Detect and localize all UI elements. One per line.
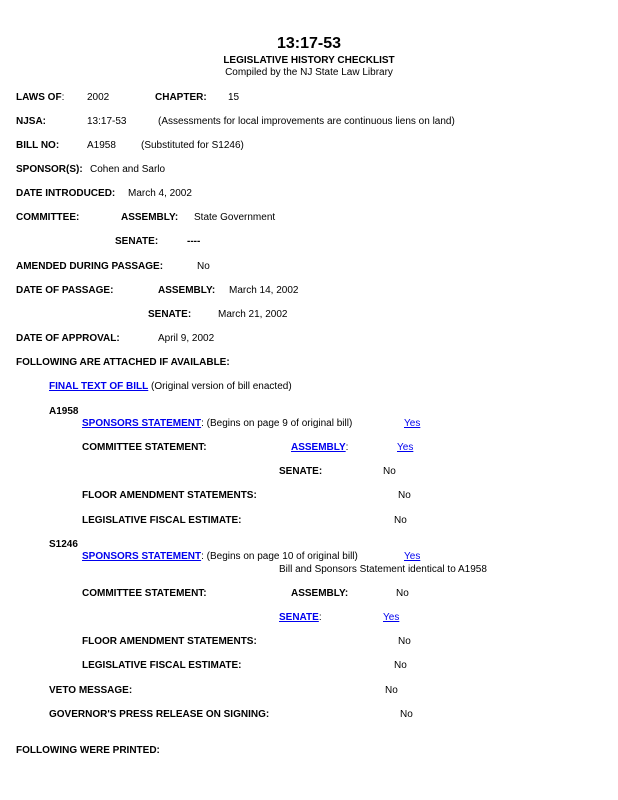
printed-heading: FOLLOWING WERE PRINTED:	[16, 745, 160, 756]
committee-assembly-label: ASSEMBLY:	[121, 212, 179, 223]
date-introduced-value: March 4, 2002	[128, 188, 192, 199]
njsa-description: (Assessments for local improvements are continuous liens on land)	[158, 116, 455, 127]
s1246-floor-value: No	[398, 636, 411, 647]
a1958-fiscal-label: LEGISLATIVE FISCAL ESTIMATE:	[82, 515, 242, 526]
a1958-committee-label: COMMITTEE STATEMENT:	[82, 442, 207, 453]
amended-label: AMENDED DURING PASSAGE:	[16, 261, 164, 272]
compiled-by-line: Compiled by the NJ State Law Library	[225, 67, 393, 78]
s1246-fiscal-value: No	[394, 660, 407, 671]
bill-no-value: A1958	[87, 140, 116, 151]
s1246-sponsors-yes-link[interactable]: Yes	[404, 551, 421, 562]
laws-of-field	[16, 92, 64, 104]
a1958-sponsors-row	[82, 418, 352, 430]
s1246-senate-row	[279, 612, 322, 624]
checklist-subtitle: LEGISLATIVE HISTORY CHECKLIST	[223, 55, 395, 66]
date-of-passage-label: DATE OF PASSAGE:	[16, 285, 114, 296]
s1246-assembly-label: ASSEMBLY:	[291, 588, 349, 599]
passage-senate-value: March 21, 2002	[218, 309, 288, 320]
a1958-assembly-yes-link[interactable]: Yes	[397, 442, 414, 453]
a1958-senate-value: No	[383, 466, 396, 477]
a1958-sponsors-yes-link[interactable]: Yes	[404, 418, 421, 429]
s1246-sponsors-statement-link[interactable]: SPONSORS STATEMENT	[82, 551, 202, 562]
a1958-sponsors-statement-link[interactable]: SPONSORS STATEMENT	[82, 418, 202, 429]
a1958-heading: A1958	[49, 406, 79, 417]
final-text-link[interactable]: FINAL TEXT OF BILL	[49, 381, 149, 392]
passage-assembly-label: ASSEMBLY:	[158, 285, 216, 296]
s1246-identical-note: Bill and Sponsors Statement identical to A1958	[279, 564, 487, 575]
s1246-committee-label: COMMITTEE STATEMENT:	[82, 588, 207, 599]
laws-of-value: 2002	[87, 92, 110, 103]
chapter-value: 15	[228, 92, 240, 103]
date-of-approval-label: DATE OF APPROVAL:	[16, 333, 120, 344]
s1246-floor-label: FLOOR AMENDMENT STATEMENTS:	[82, 636, 257, 647]
veto-message-label: VETO MESSAGE:	[49, 685, 133, 696]
s1246-heading: S1246	[49, 539, 78, 550]
bill-no-note: (Substituted for S1246)	[141, 140, 244, 151]
s1246-assembly-value: No	[396, 588, 409, 599]
a1958-fiscal-value: No	[394, 515, 407, 526]
attached-heading: FOLLOWING ARE ATTACHED IF AVAILABLE:	[16, 357, 230, 368]
committee-assembly-value: State Government	[194, 212, 276, 223]
s1246-senate-colon: :	[318, 612, 322, 623]
passage-senate-label: SENATE:	[148, 309, 192, 320]
s1246-sponsors-row	[82, 551, 358, 563]
governor-press-release-value: No	[400, 709, 413, 720]
s1246-sponsors-note: : (Begins on page 10 of original bill)	[201, 551, 358, 562]
date-introduced-label: DATE INTRODUCED:	[16, 188, 116, 199]
a1958-assembly-colon: :	[345, 442, 349, 453]
veto-message-value: No	[385, 685, 398, 696]
bill-no-label: BILL NO:	[16, 140, 60, 151]
s1246-senate-link[interactable]: SENATE	[279, 612, 319, 623]
amended-value: No	[197, 261, 210, 272]
governor-press-release-label: GOVERNOR'S PRESS RELEASE ON SIGNING:	[49, 709, 270, 720]
committee-senate-value: ----	[187, 236, 201, 247]
laws-of-label: LAWS OF	[16, 92, 62, 103]
a1958-assembly-link[interactable]: ASSEMBLY	[291, 442, 346, 453]
document-title: 13:17-53	[276, 35, 342, 52]
laws-of-colon: :	[61, 92, 65, 103]
njsa-value: 13:17-53	[87, 116, 127, 127]
a1958-senate-label: SENATE:	[279, 466, 323, 477]
date-of-approval-value: April 9, 2002	[158, 333, 215, 344]
sponsors-value: Cohen and Sarlo	[90, 164, 166, 175]
a1958-floor-label: FLOOR AMENDMENT STATEMENTS:	[82, 490, 257, 501]
a1958-assembly-row	[291, 442, 348, 454]
committee-label: COMMITTEE:	[16, 212, 80, 223]
chapter-label: CHAPTER:	[155, 92, 207, 103]
passage-assembly-value: March 14, 2002	[229, 285, 299, 296]
njsa-label: NJSA:	[16, 116, 47, 127]
s1246-senate-yes-link[interactable]: Yes	[383, 612, 400, 623]
s1246-fiscal-label: LEGISLATIVE FISCAL ESTIMATE:	[82, 660, 242, 671]
a1958-floor-value: No	[398, 490, 411, 501]
sponsors-label: SPONSOR(S):	[16, 164, 83, 175]
final-text-row	[49, 381, 292, 393]
final-text-note: (Original version of bill enacted)	[148, 381, 292, 392]
committee-senate-label: SENATE:	[115, 236, 159, 247]
a1958-sponsors-note: : (Begins on page 9 of original bill)	[201, 418, 353, 429]
